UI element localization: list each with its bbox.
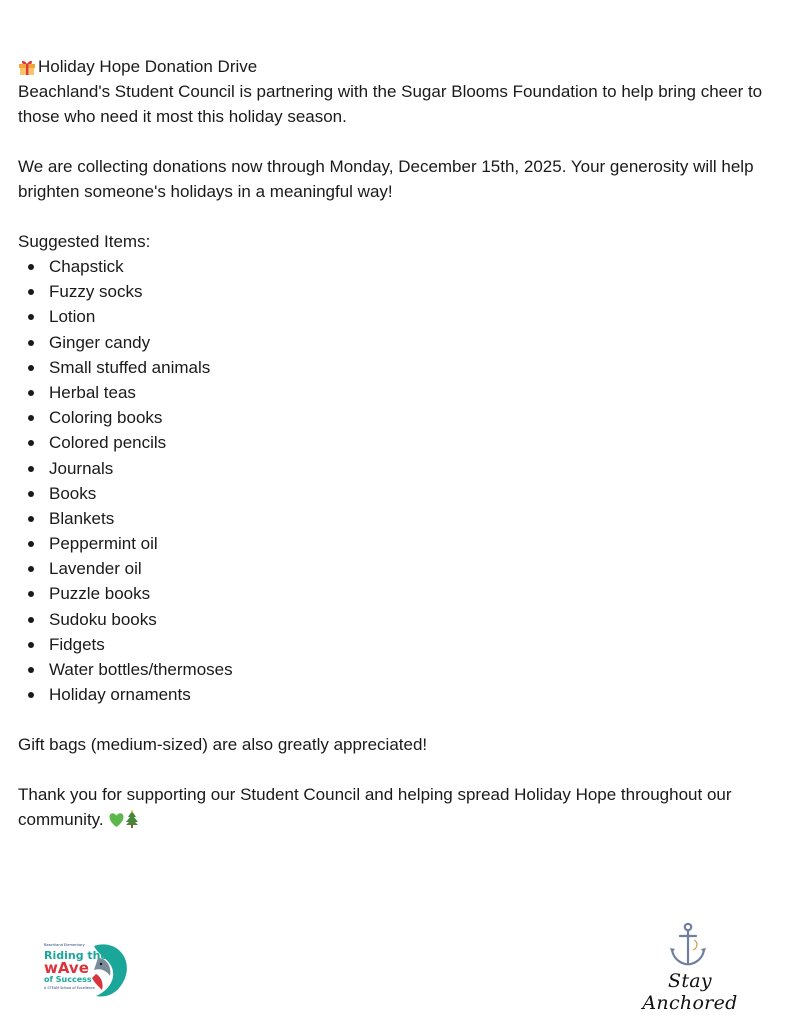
list-item-label: Lotion <box>49 307 96 327</box>
logo-top-line: Beachland Elementary <box>44 943 85 947</box>
list-item <box>18 355 763 380</box>
list-item-label: Holiday ornaments <box>49 685 191 705</box>
list-item <box>18 254 763 279</box>
list-item <box>18 682 763 707</box>
bullet-icon <box>28 365 34 371</box>
list-item <box>18 531 763 556</box>
list-item-label: Chapstick <box>49 257 124 276</box>
list-item <box>18 279 763 304</box>
list-item-label: Journals <box>49 458 114 478</box>
bullet-icon <box>28 667 34 673</box>
bullet-icon <box>28 440 34 446</box>
stay-anchored-signature: Stay Anchored <box>642 970 738 1014</box>
wave-logo-graphic <box>40 940 132 1000</box>
list-item-label: Coloring books <box>49 408 163 428</box>
bullet-icon <box>28 692 34 698</box>
bullet-icon <box>28 591 34 597</box>
list-item-label: Puzzle books <box>49 584 151 604</box>
bullet-icon <box>28 415 34 421</box>
list-item <box>18 481 763 506</box>
intro-paragraph: Beachland's Student Council is partnering with the Sugar Blooms Foundation to help bring cheer to those who need it most this holiday season. <box>18 82 763 126</box>
bullet-icon <box>28 466 34 472</box>
title-line <box>18 54 763 79</box>
list-item <box>18 632 763 657</box>
gift-icon <box>18 58 36 76</box>
bullet-icon <box>28 264 34 270</box>
thanks-paragraph <box>18 782 763 832</box>
list-item-label: Ginger candy <box>49 332 151 352</box>
list-item <box>18 556 763 581</box>
list-item <box>18 506 763 531</box>
list-item-label: Lavender oil <box>49 559 142 579</box>
page-title: Holiday Hope Donation Drive <box>38 57 258 76</box>
list-item-label: Colored pencils <box>49 433 167 453</box>
stay-anchored-logo <box>628 922 752 1014</box>
list-item-label: Blankets <box>49 508 115 528</box>
bullet-icon <box>28 516 34 522</box>
list-item <box>18 330 763 355</box>
anchor-icon <box>668 922 708 968</box>
bullet-icon <box>28 642 34 648</box>
list-item-label: Herbal teas <box>49 382 136 402</box>
list-item <box>18 405 763 430</box>
bullet-icon <box>28 617 34 623</box>
list-item-label: Fidgets <box>49 634 105 654</box>
list-item <box>18 581 763 606</box>
list-item <box>18 380 763 405</box>
list-item-label: Books <box>49 483 97 503</box>
bullet-icon <box>28 566 34 572</box>
flyer-body <box>18 54 763 832</box>
list-item-label: Small stuffed animals <box>49 357 211 377</box>
bullet-icon <box>28 541 34 547</box>
christmas-tree-icon <box>125 810 139 828</box>
gift-bags-paragraph: Gift bags (medium-sized) are also greatly appreciated! <box>18 735 428 755</box>
thanks-text: Thank you for supporting our Student Council and helping spread Holiday Hope throughout our community. <box>18 785 732 830</box>
logo-line3: of Success <box>44 975 92 984</box>
bullet-icon <box>28 289 34 295</box>
list-item <box>18 456 763 481</box>
list-item <box>18 430 763 455</box>
logo-line2: wAve <box>44 959 89 977</box>
list-item <box>18 657 763 682</box>
list-item <box>18 607 763 632</box>
green-heart-icon <box>108 812 125 828</box>
bullet-icon <box>28 340 34 346</box>
collecting-paragraph: We are collecting donations now through Monday, December 15th, 2025. Your generosity will help brighten someone's holidays in a meaningful way! <box>18 157 754 201</box>
suggested-heading: Suggested Items: <box>18 232 151 251</box>
bullet-icon <box>28 314 34 320</box>
logo-line1: Riding the <box>44 949 108 962</box>
list-item <box>18 304 763 329</box>
list-item-label: Peppermint oil <box>49 534 158 554</box>
list-item-label: Sudoku books <box>49 609 157 629</box>
list-item-label: Water bottles/thermoses <box>49 660 233 679</box>
suggested-items-list <box>18 254 763 707</box>
school-logo <box>40 940 132 1000</box>
bullet-icon <box>28 390 34 396</box>
logo-bottom-line: A STEAM School of Excellence <box>44 986 95 990</box>
list-item-label: Fuzzy socks <box>49 282 143 302</box>
bullet-icon <box>28 491 34 497</box>
